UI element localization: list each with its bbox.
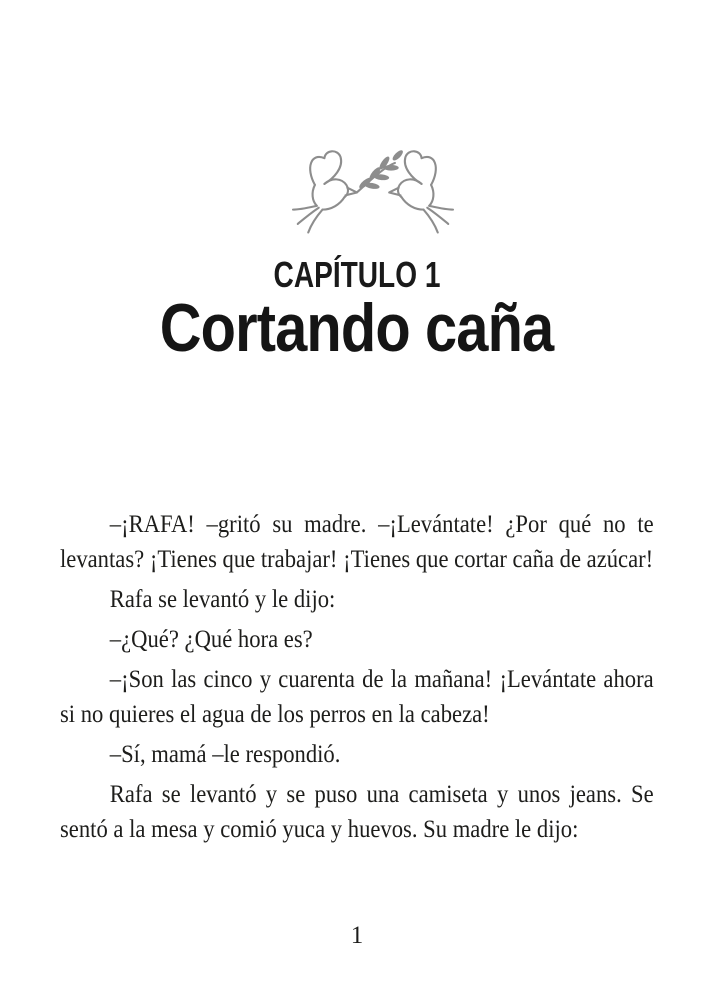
paragraph: Rafa se levantó y se puso una camiseta y unos jeans. Se sentó a la mesa y comió yuca y huevos. Su madre le dijo: bbox=[60, 781, 654, 843]
paragraph: –Sí, mamá –le respondió. bbox=[109, 741, 341, 768]
doves-olive-branch-icon bbox=[0, 146, 714, 243]
paragraph: –¡Son las cinco y cuarenta de la mañana! ¡Levántate ahora si no quieres el agua de los perros en la cabeza! bbox=[60, 666, 654, 728]
chapter-label bbox=[0, 254, 714, 295]
page-number: 1 bbox=[350, 922, 364, 949]
paragraph: –¡RAFA! –gritó su madre. –¡Levántate! ¿Por qué no te levantas? ¡Tienes que trabajar! ¡Tienes que cortar caña de azúcar! bbox=[60, 511, 654, 573]
chapter-label-text: CAPÍTULO 1 bbox=[273, 254, 441, 295]
paragraph: –¿Qué? ¿Qué hora es? bbox=[109, 626, 313, 653]
chapter-title bbox=[0, 290, 714, 366]
chapter-title-text: Cortando caña bbox=[160, 290, 554, 366]
paragraph: Rafa se levantó y le dijo: bbox=[109, 586, 336, 613]
body-text bbox=[60, 507, 654, 852]
